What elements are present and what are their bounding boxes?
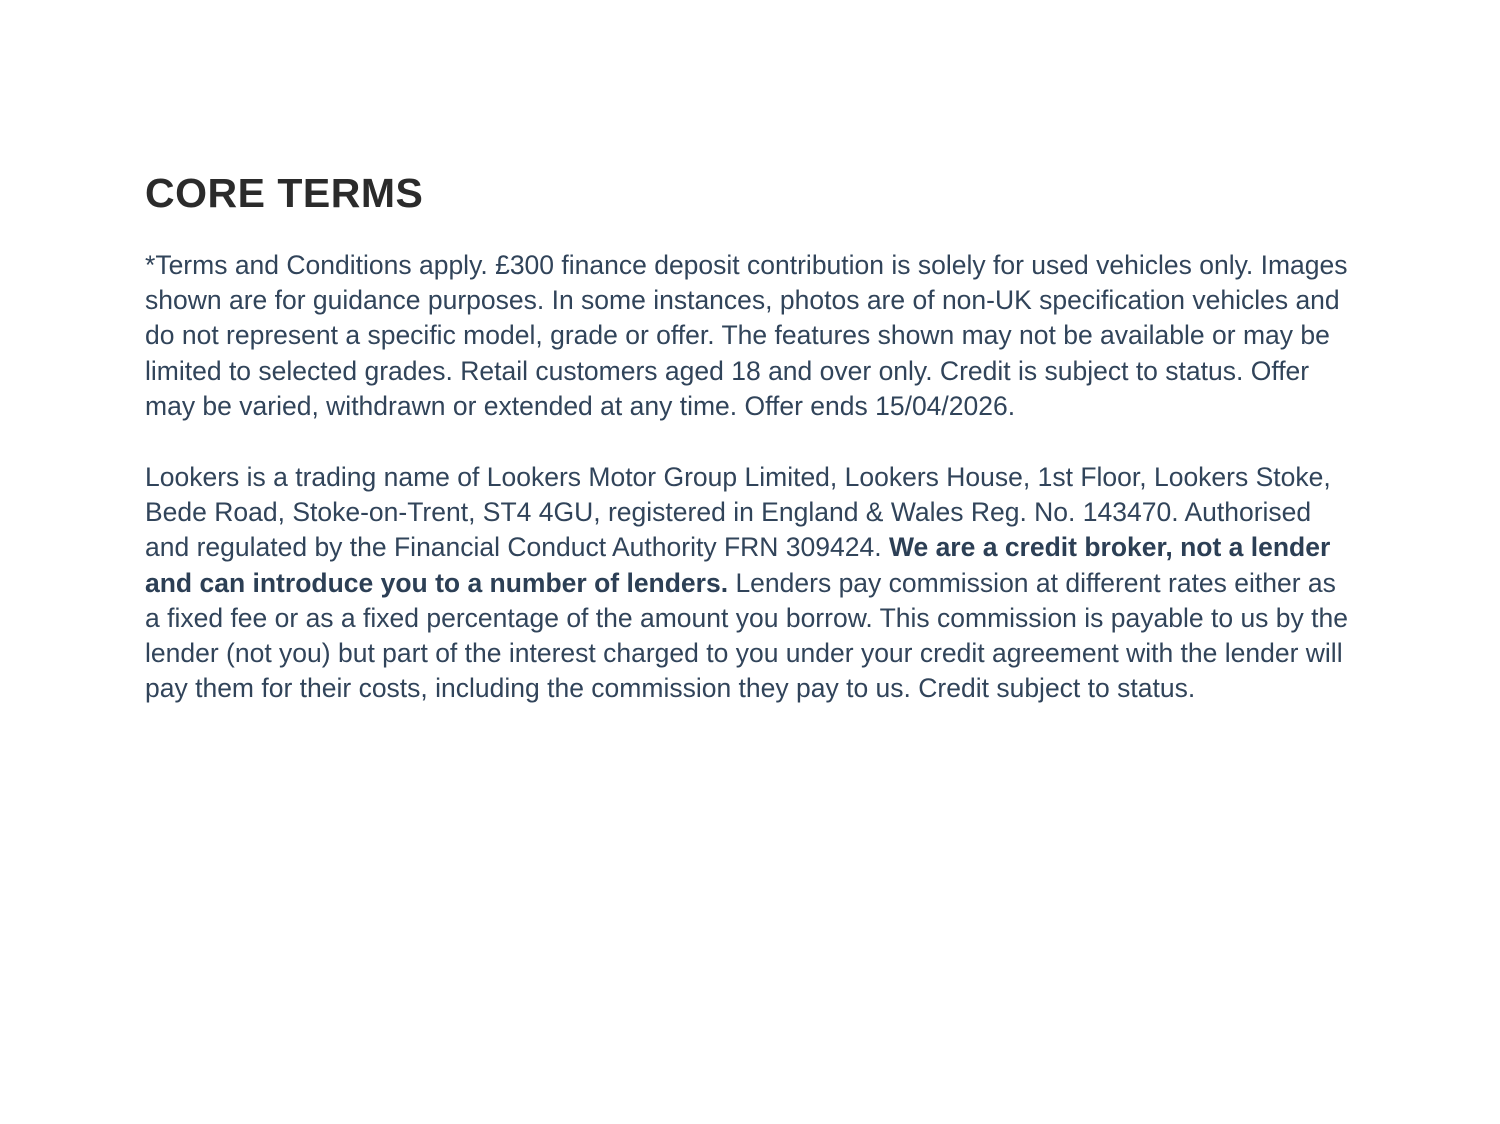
- credit-broker-disclosure: We are a credit broker, not a lender and can introduce you to a number of lenders.: [145, 532, 1331, 598]
- legal-text-after-bold: Lenders pay commission at different rates either as a fixed fee or as a fixed percentage of the amount you borrow. This commission is payable to us by the lender (not you) but part of the interest charged to you under your credit agreement with the lender will pay them for their costs, including the commission they pay to us. Credit subject to status.: [145, 567, 1348, 704]
- legal-text-before-bold: Lookers is a trading name of Lookers Motor Group Limited, Lookers House, 1st Floor, Lookers Stoke, Bede Road, Stoke-on-Trent, ST4 4GU, registered in England & Wales Reg. No. 143470. Authorised and regulated by the Financial Conduct Authority FRN 309424.: [145, 462, 1331, 563]
- terms-content: [145, 170, 1357, 742]
- terms-paragraph-offer: *Terms and Conditions apply. £300 finance deposit contribution is solely for used vehicles only. Images shown are for guidance purposes. In some instances, photos are of non-UK specification vehicles and do not represent a specific model, grade or offer. The features shown may not be available or may be limited to selected grades. Retail customers aged 18 and over only. Credit is subject to status. Offer may be varied, withdrawn or extended at any time. Offer ends 15/04/2026.: [145, 250, 1348, 421]
- terms-paragraph-legal: [145, 460, 1357, 706]
- page-title: CORE TERMS: [145, 170, 424, 216]
